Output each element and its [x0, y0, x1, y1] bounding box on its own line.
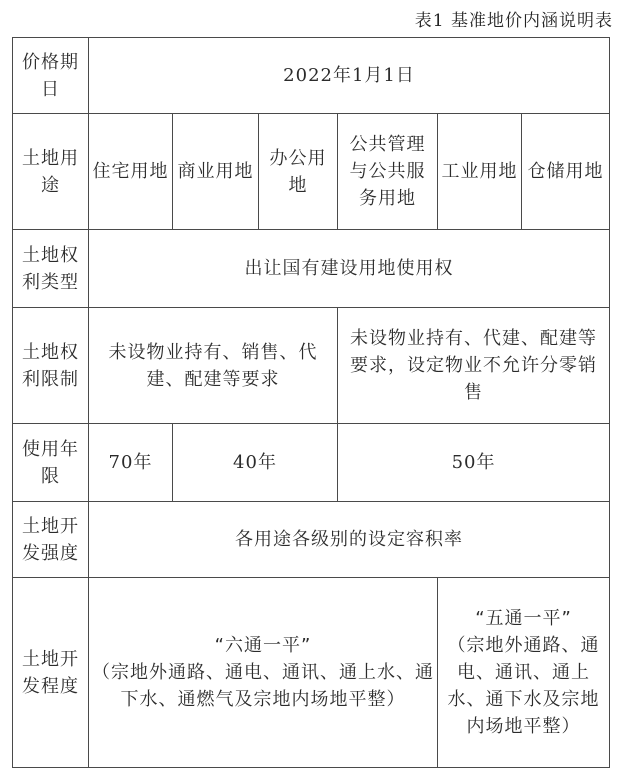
land-use-office: 办公用地 — [259, 114, 338, 230]
row-rights-type — [13, 230, 610, 308]
benchmark-land-price-table — [12, 37, 610, 768]
development-b-title: “五通一平” — [475, 608, 572, 629]
row-rights-limit — [13, 308, 610, 424]
rights-limit-value-b: 未设物业持有、代建、配建等要求，设定物业不允许分零销售 — [338, 308, 610, 424]
rights-limit-label: 土地权利限制 — [13, 308, 89, 424]
intensity-value: 各用途各级别的设定容积率 — [89, 502, 610, 578]
term-label: 使用年限 — [13, 424, 89, 502]
land-use-label: 土地用途 — [13, 114, 89, 230]
land-use-residential: 住宅用地 — [89, 114, 173, 230]
development-value-b — [438, 578, 610, 768]
row-intensity — [13, 502, 610, 578]
price-date-value: 2022年1月1日 — [89, 38, 610, 114]
row-price-date — [13, 38, 610, 114]
intensity-label: 土地开发强度 — [13, 502, 89, 578]
table-caption: 表1 基准地价内涵说明表 — [414, 11, 613, 31]
row-development — [13, 578, 610, 768]
rights-type-label: 土地权利类型 — [13, 230, 89, 308]
row-term — [13, 424, 610, 502]
rights-limit-value-a: 未设物业持有、销售、代建、配建等要求 — [89, 308, 338, 424]
term-residential: 70年 — [89, 424, 173, 502]
rights-type-value: 出让国有建设用地使用权 — [89, 230, 610, 308]
land-use-public-service: 公共管理与公共服务用地 — [338, 114, 438, 230]
term-commercial-office: 40年 — [173, 424, 338, 502]
development-b-detail: （宗地外通路、通电、通讯、通上水、通下水及宗地内场地平整） — [447, 635, 600, 737]
row-land-use — [13, 114, 610, 230]
term-other: 50年 — [338, 424, 610, 502]
land-use-industrial: 工业用地 — [438, 114, 522, 230]
land-use-storage: 仓储用地 — [522, 114, 610, 230]
land-use-commercial: 商业用地 — [173, 114, 259, 230]
price-date-label: 价格期日 — [13, 38, 89, 114]
development-label: 土地开发程度 — [13, 578, 89, 768]
development-a-detail: （宗地外通路、通电、通讯、通上水、通下水、通燃气及宗地内场地平整） — [92, 662, 434, 710]
development-value-a — [89, 578, 438, 768]
development-a-title: “六通一平” — [214, 635, 312, 656]
